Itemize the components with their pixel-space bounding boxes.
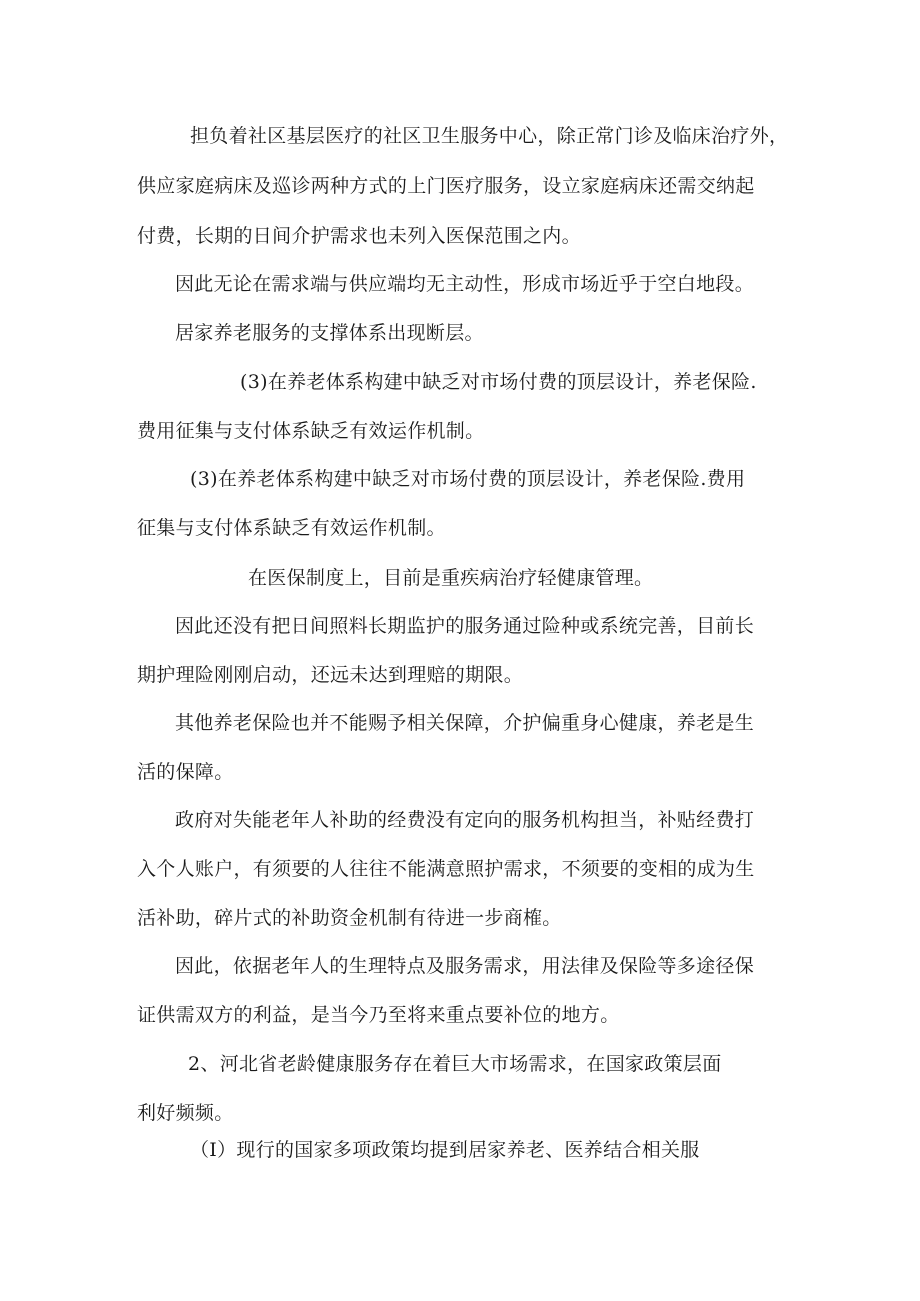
paragraph-line: 期护理险刚刚启动，还远未达到理赔的期限。 xyxy=(137,664,524,686)
paragraph-line: 因此，依据老年人的生理特点及服务需求，用法律及保险等多途径保 xyxy=(175,955,755,977)
paragraph-line: 在医保制度上，目前是重疾病治疗轻健康管理。 xyxy=(248,567,654,589)
paragraph-line: 担负着社区基层医疗的社区卫生服务中心，除正常门诊及临床治疗外， xyxy=(190,125,789,147)
section-heading-line: 2、河北省老龄健康服务存在着巨大市场需求，在国家政策层面 xyxy=(188,1053,722,1075)
paragraph-line: 活补助，碎片式的补助资金机制有待进一步商榷。 xyxy=(137,907,562,929)
paragraph-line: 活的保障。 xyxy=(137,761,234,783)
paragraph-line: 因此无论在需求端与供应端均无主动性，形成市场近乎于空白地段。 xyxy=(175,273,755,295)
section-heading-line: 利好频频。 xyxy=(137,1102,234,1124)
paragraph-line: (3)在养老体系构建中缺乏对市场付费的顶层设计，养老保险. xyxy=(240,371,757,393)
paragraph-line: 征集与支付体系缺乏有效运作机制。 xyxy=(137,517,446,539)
paragraph-line: 其他养老保险也并不能赐予相关保障，介护偏重身心健康，养老是生 xyxy=(175,712,755,734)
paragraph-line: 政府对失能老年人补助的经费没有定向的服务机构担当，补贴经费打 xyxy=(175,809,755,831)
paragraph-line: 入个人账户，有须要的人往往不能满意照护需求，不须要的变相的成为生 xyxy=(137,858,755,880)
paragraph-line: 居家养老服务的支撑体系出现断层。 xyxy=(175,322,484,344)
paragraph-line: 费用征集与支付体系缺乏有效运作机制。 xyxy=(137,420,485,442)
paragraph-line: (3)在养老体系构建中缺乏对市场付费的顶层设计，养老保险.费用 xyxy=(190,468,746,490)
paragraph-line: （I）现行的国家多项政策均提到居家养老、医养结合相关服 xyxy=(190,1139,700,1161)
paragraph-line: 证供需双方的利益，是当今乃至将来重点要补位的地方。 xyxy=(137,1004,620,1026)
paragraph-line: 供应家庭病床及巡诊两种方式的上门医疗服务，设立家庭病床还需交纳起 xyxy=(137,175,755,197)
paragraph-line: 因此还没有把日间照料长期监护的服务通过险种或系统完善，目前长 xyxy=(175,615,755,637)
paragraph-line: 付费，长期的日间介护需求也未列入医保范围之内。 xyxy=(137,225,581,247)
